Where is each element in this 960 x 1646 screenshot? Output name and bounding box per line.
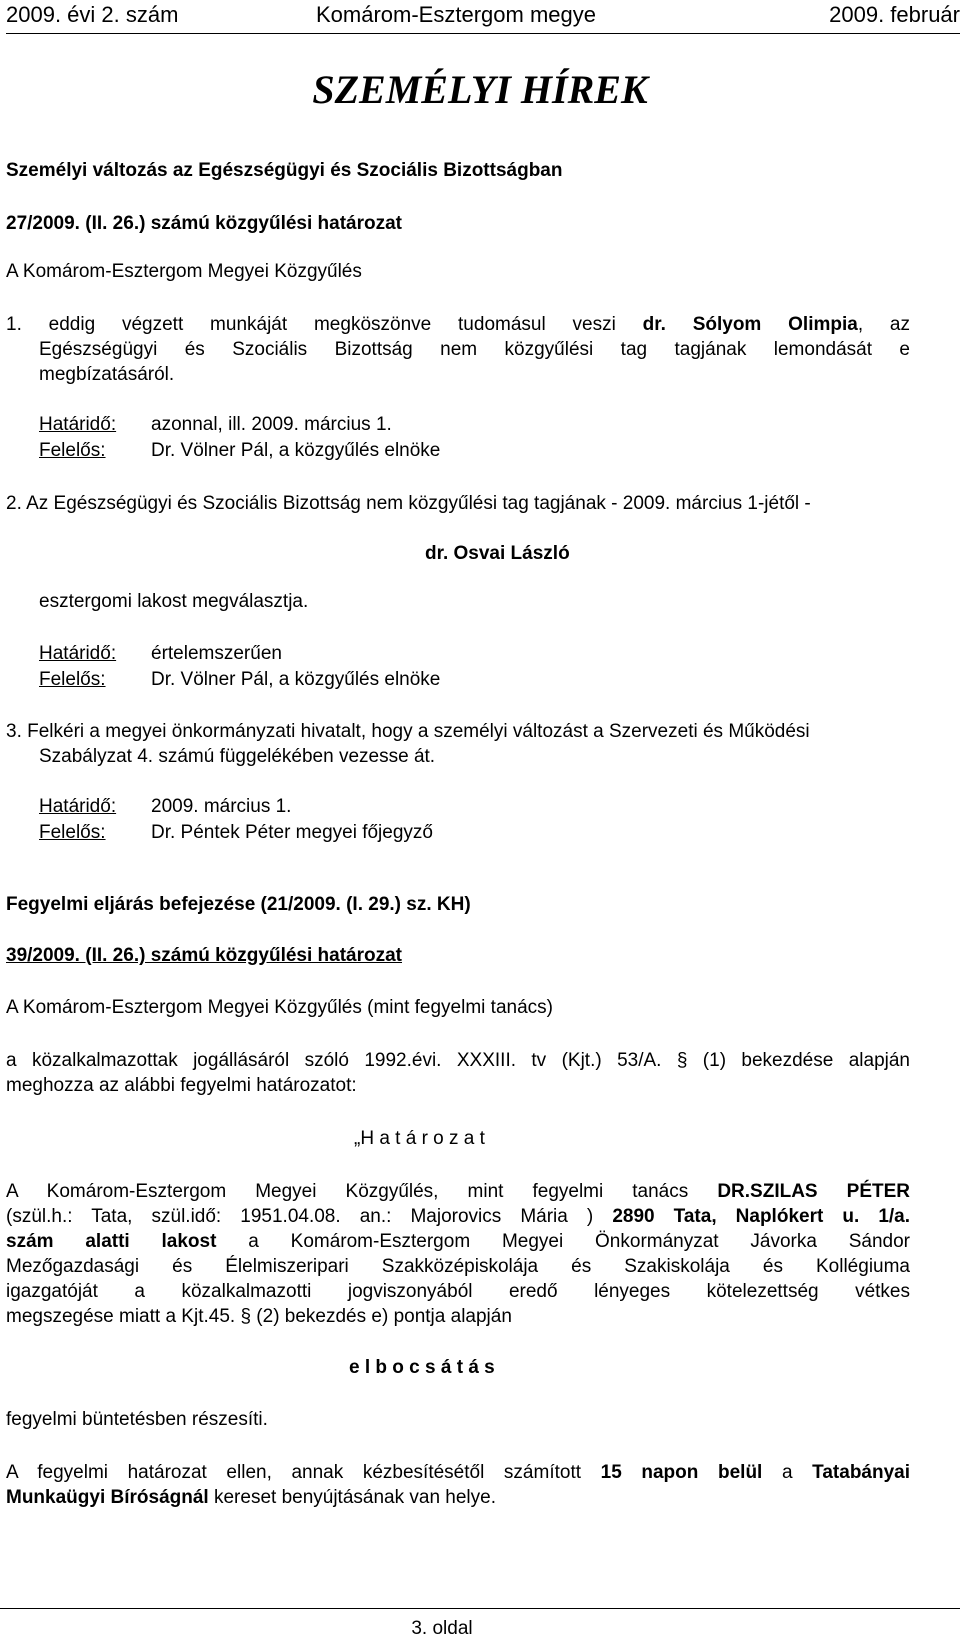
header-county: Komárom-Esztergom megye: [316, 2, 596, 27]
responsible-3: [39, 822, 433, 844]
responsible-value: Dr. Völner Pál, a közgyűlés elnöke: [151, 669, 441, 690]
deadline-2: [39, 643, 282, 665]
responsible-label: Felelős:: [39, 669, 106, 690]
decision-line4: Mezőgazdasági és Élelmiszeripari Szakközépiskolája és Szakiskolája és Kollégiuma: [6, 1256, 910, 1277]
item3-line2: Szabályzat 4. számú függelékében vezesse át.: [39, 746, 436, 767]
appeal-article: a: [781, 1462, 793, 1483]
decision-resident: szám alatti lakost: [6, 1231, 217, 1252]
section2-heading: Fegyelmi eljárás befejezése (21/2009. (I. 29.) sz. KH): [6, 894, 471, 915]
page-title: SZEMÉLYI HÍREK: [312, 67, 648, 112]
decision-title: „H a t á r o z a t: [354, 1128, 485, 1149]
responsible-label: Felelős:: [39, 440, 106, 461]
appeal-court: Munkaügyi Bíróságnál: [6, 1487, 209, 1508]
appeal-line2: [6, 1487, 496, 1509]
section1-heading: Személyi változás az Egészségügyi és Szociális Bizottságban: [6, 160, 563, 181]
decision-line3: [6, 1231, 910, 1253]
deadline-3: [39, 796, 291, 818]
decision-line5: igazgatóját a közalkalmazotti jogviszonyából eredő lényeges kötelezettség vétkes: [6, 1281, 910, 1302]
penalty-title: e l b o c s á t á s: [349, 1357, 495, 1378]
deadline-1: [39, 414, 392, 436]
law-line2: meghozza az alábbi fegyelmi határozatot:: [6, 1075, 357, 1096]
responsible-1: [39, 440, 440, 462]
section1-body: A Komárom-Esztergom Megyei Közgyűlés: [6, 261, 362, 282]
item3-line1: 3. Felkéri a megyei önkormányzati hivatalt, hogy a személyi változást a Szervezeti és Működési: [6, 721, 810, 742]
item1-person: dr. Sólyom Olimpia: [642, 314, 858, 335]
appeal-text: A fegyelmi határozat ellen, annak kézbesítésétől számított: [6, 1462, 582, 1483]
decision-line1: [6, 1181, 910, 1203]
decision-address: 2890 Tata, Naplókert u. 1/a.: [612, 1206, 911, 1227]
appeal-text-end: kereset benyújtásának van helye.: [213, 1487, 496, 1508]
item1-line2: Egészségügyi és Szociális Bizottság nem közgyűlési tag tagjának lemondását e: [39, 339, 910, 360]
deadline-label: Határidő:: [39, 796, 117, 817]
section2-intro: A Komárom-Esztergom Megyei Közgyűlés (mint fegyelmi tanács): [6, 997, 553, 1018]
header-divider: [6, 33, 960, 34]
appeal-court-city: Tatabányai: [812, 1462, 911, 1483]
law-line1: a közalkalmazottak jogállásáról szóló 1992.évi. XXXIII. tv (Kjt.) 53/A. § (1) bekezdése alapján: [6, 1050, 910, 1071]
penalty-line: fegyelmi büntetésben részesíti.: [6, 1409, 268, 1430]
decision-institution: a Komárom-Esztergom Megyei Önkormányzat Jávorka Sándor: [248, 1231, 911, 1252]
section1-resolution: 27/2009. (II. 26.) számú közgyűlési határozat: [6, 213, 402, 234]
responsible-2: [39, 669, 440, 691]
item2-person: dr. Osvai László: [425, 543, 570, 564]
appeal-line1: [6, 1462, 910, 1484]
deadline-value: 2009. március 1.: [151, 796, 292, 817]
deadline-label: Határidő:: [39, 643, 117, 664]
item1-line1: [6, 314, 910, 336]
responsible-value: Dr. Péntek Péter megyei főjegyző: [151, 822, 433, 843]
decision-person: DR.SZILAS PÉTER: [717, 1181, 911, 1202]
deadline-value: értelemszerűen: [151, 643, 282, 664]
item2-line1: 2. Az Egészségügyi és Szociális Bizottság nem közgyűlési tag tagjának - 2009. március 1-jétől -: [6, 493, 811, 514]
item1-text: 1. eddig végzett munkáját megköszönve tudomásul veszi: [6, 314, 616, 335]
decision-line2: [6, 1206, 910, 1228]
item2-line2: esztergomi lakost megválasztja.: [39, 591, 309, 612]
responsible-label: Felelős:: [39, 822, 106, 843]
footer-divider: [0, 1608, 960, 1609]
page-number: 3. oldal: [411, 1618, 473, 1639]
deadline-value: azonnal, ill. 2009. március 1.: [151, 414, 392, 435]
decision-line6: megszegése miatt a Kjt.45. § (2) bekezdés e) pontja alapján: [6, 1306, 512, 1327]
responsible-value: Dr. Völner Pál, a közgyűlés elnöke: [151, 440, 441, 461]
item1-suffix: , az: [857, 314, 910, 335]
deadline-label: Határidő:: [39, 414, 117, 435]
header-date: 2009. február: [829, 2, 960, 27]
header-issue: 2009. évi 2. szám: [6, 2, 179, 27]
item1-line3: megbízatásáról.: [39, 364, 175, 385]
section2-resolution: 39/2009. (II. 26.) számú közgyűlési határozat: [6, 945, 402, 966]
appeal-deadline: 15 napon belül: [600, 1462, 763, 1483]
decision-text: A Komárom-Esztergom Megyei Közgyűlés, mint fegyelmi tanács: [6, 1181, 689, 1202]
decision-birth-data: (szül.h.: Tata, szül.idő: 1951.04.08. an.: Majorovics Mária ): [6, 1206, 594, 1227]
